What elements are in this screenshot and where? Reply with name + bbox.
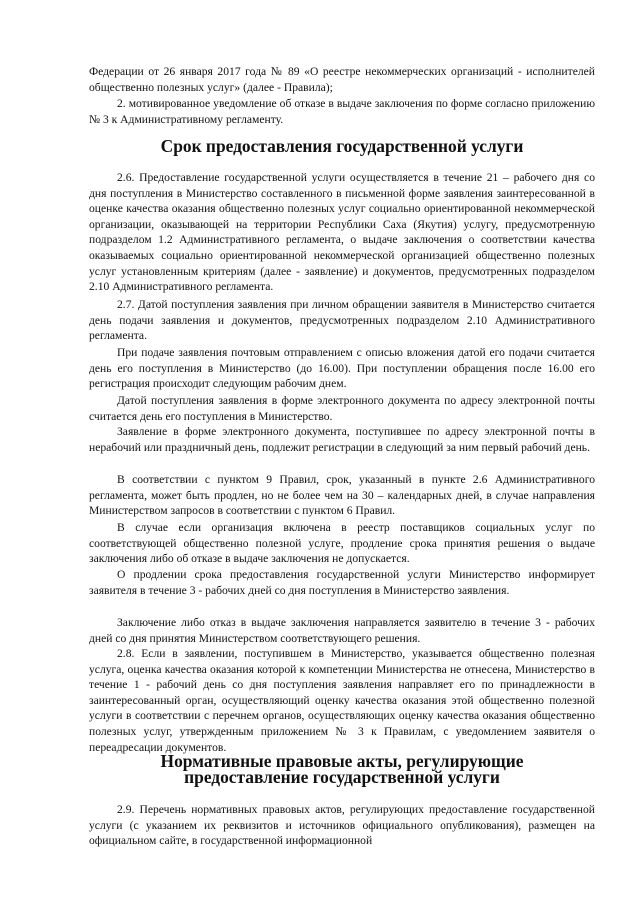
paragraph-item-2: 2. мотивированное уведомление об отказе в выдаче заключения по форме согласно приложению № 3 к Административному регламенту. — [89, 97, 595, 126]
paragraph-mail-submission: При подаче заявления почтовым отправлением с описью вложения датой его подачи считается день его поступления в Министерство (до 16.00). При поступлении обращения после 16.00 его регистрация происходит следующим рабочим днем. — [89, 346, 595, 391]
paragraph-conclusion-delivery: Заключение либо отказ в выдаче заключения направляется заявителю в течение 3 - рабочих дней со дня принятия Министерством соответствующего решения. — [89, 616, 595, 645]
paragraph-email-submission: Датой поступления заявления в форме электронного документа по адресу электронной почты считается день его поступления в Министерство. — [89, 394, 595, 423]
paragraph-2-7: 2.7. Датой поступления заявления при личном обращении заявителя в Министерство считается день подачи заявления и документов, предусмотренных подразделом 2.10 Административного регламента. — [89, 298, 595, 343]
paragraph-2-8: 2.8. Если в заявлении, поступившем в Министерство, указывается общественно полезная услуга, оценка качества оказания которой к компетенции Министерства не отнесена, Министерство в течение 1 - рабочий день со дня поступления заявления направляет его по принадлежности в заинтересованный орган, осуществляющий оценку качества оказания этой общественно полезной услуги в соответствии с перечнем органов, осуществляющих оценку качества оказания общественно полезных услуг, утвержденным приложением № 3 к Правилам, с уведомлением заявителя о переадресации документов. — [89, 647, 595, 754]
paragraph-2-6: 2.6. Предоставление государственной услуги осуществляется в течение 21 – рабочего дня со дня поступления в Министерство составленного в письменной форме заявления заинтересованной в оценке качества оказания общественно полезных услуг социально ориентированной некоммерческой организации, оказывающей на территории Республики Саха (Якутия) услугу, предусмотренную подразделом 1.2 Административного регламента, о выдаче заключения о соответствии качества оказываемых социально ориентированной некоммерческой организацией общественно полезных услуг установленным критериям (далее - заявление) и документов, предусмотренных подразделом 2.10 Административного регламента. — [89, 171, 595, 294]
paragraph-2-9: 2.9. Перечень нормативных правовых актов, регулирующих предоставление государственной услуги (с указанием их реквизитов и источников официального опубликования), размещен на официальном сайте, в государственной информационной — [89, 803, 595, 848]
section-heading-term: Срок предоставления государственной услуги — [160, 136, 524, 156]
paragraph-extension-notice: О продлении срока предоставления государственной услуги Министерство информирует заявителя в течение 3 - рабочих дней со дня поступления в Министерство заявления. — [89, 568, 595, 597]
section-heading-legal-acts: Нормативные правовые акты, регулирующие предоставление государственной услуги — [160, 751, 524, 787]
paragraph-extension: В соответствии с пунктом 9 Правил, срок, указанный в пункте 2.6 Административного регламента, может быть продлен, но не более чем на 30 – календарных дней, в случае направления Министерством запросов в соответствии с пунктом 6 Правил. — [89, 473, 595, 518]
paragraph-registry: В случае если организация включена в реестр поставщиков социальных услуг по соответствующей общественно полезной услуге, продление срока принятия решения о выдаче заключения либо об отказе в выдаче заключения не допускается. — [89, 521, 595, 566]
paragraph-holiday-registration: Заявление в форме электронного документа, поступившее по адресу электронной почты в нерабочий или праздничный день, подлежит регистрации в следующий за ним первый рабочий день. — [89, 425, 595, 454]
paragraph-continuation: Федерации от 26 января 2017 года № 89 «О реестре некоммерческих организаций - исполнителей общественно полезных услуг» (далее - Правила); — [89, 65, 595, 94]
